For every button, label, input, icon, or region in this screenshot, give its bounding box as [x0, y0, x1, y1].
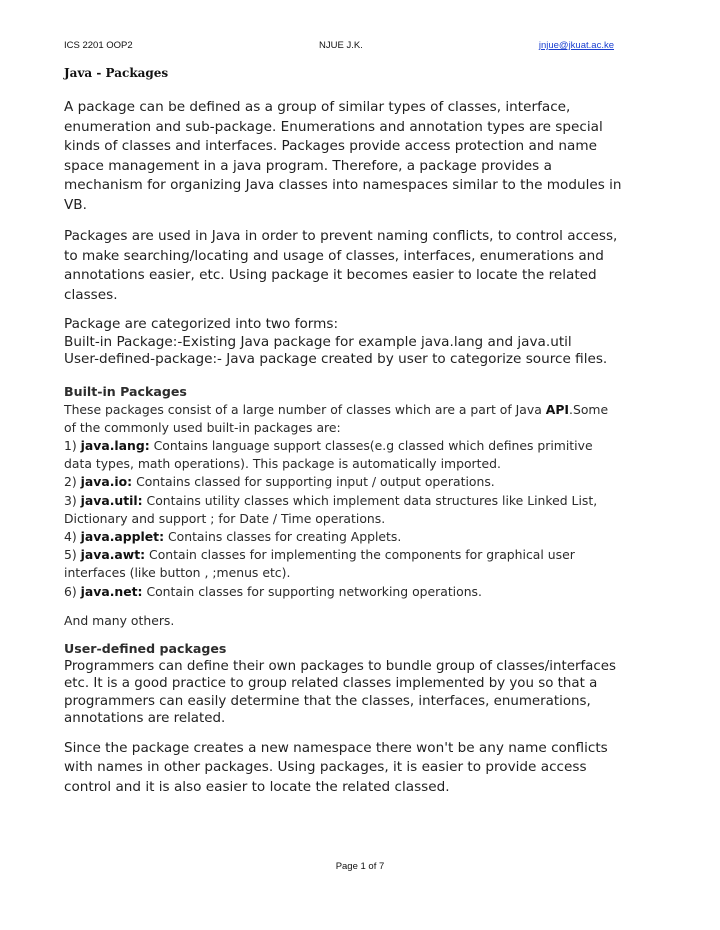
userdefined-line: etc. It is a good practice to group related classes implemented by you so that a — [64, 676, 598, 692]
document-body — [64, 98, 656, 797]
package-name: java.util: — [80, 492, 143, 508]
package-item-continuation: Dictionary and support ; for Date / Time operations. — [64, 510, 386, 526]
package-name: java.io: — [80, 474, 133, 490]
usage-line: annotations easier, etc. Using package it becomes easier to locate the related — [64, 267, 597, 283]
item-number: 3) — [64, 492, 81, 508]
categories-line: Built-in Package:-Existing Java package for example java.lang and java.util — [64, 333, 572, 350]
builtin-intro-line — [64, 401, 656, 419]
usage-line: Packages are used in Java in order to prevent naming conflicts, to control access, — [64, 228, 618, 244]
usage-paragraph — [64, 227, 656, 305]
package-desc: Contains classes for creating Applets. — [164, 528, 402, 544]
builtin-intro-suffix: .Some — [569, 401, 609, 417]
userdefined-line: programmers can easily determine that the classes, interfaces, enumerations, — [64, 693, 591, 709]
package-name: java.awt: — [80, 547, 146, 563]
builtin-heading: Built-in Packages — [64, 383, 187, 399]
intro-line: A package can be defined as a group of similar types of classes, interface, — [64, 99, 571, 115]
and-many-others: And many others. — [64, 612, 175, 628]
intro-line: mechanism for organizing Java classes into namespaces similar to the modules in — [64, 177, 622, 193]
userdefined-paragraph — [64, 658, 656, 728]
package-item-continuation: data types, math operations). This package is automatically imported. — [64, 456, 501, 472]
package-desc: Contains classed for supporting input / output operations. — [132, 474, 495, 490]
page-header — [64, 40, 614, 54]
package-item-java-net — [64, 583, 656, 601]
header-email-link[interactable]: jnjue@jkuat.ac.ke — [538, 40, 614, 51]
builtin-api-term: API — [545, 401, 570, 417]
categories-paragraph — [64, 316, 656, 369]
package-desc: Contains utility classes which implement data structures like Linked List, — [142, 492, 598, 508]
categories-line: Package are categorized into two forms: — [64, 316, 339, 332]
package-desc: Contain classes for implementing the components for graphical user — [145, 547, 575, 563]
intro-line: VB. — [64, 196, 87, 213]
package-name: java.applet: — [80, 528, 165, 544]
item-number: 5) — [64, 547, 81, 563]
package-desc: Contains language support classes(e.g classed which defines primitive — [149, 437, 593, 453]
builtin-intro-text: These packages consist of a large number of classes which are a part of Java — [64, 401, 546, 417]
intro-line: enumeration and sub-package. Enumerations and annotation types are special — [64, 118, 603, 135]
namespace-line: with names in other packages. Using packages, it is easier to provide access — [64, 759, 587, 776]
userdefined-line: annotations are related. — [64, 711, 226, 727]
header-author: NJUE J.K. — [319, 40, 363, 51]
package-item-java-util — [64, 492, 656, 510]
package-item-java-awt — [64, 546, 656, 564]
package-item-java-lang — [64, 437, 656, 455]
package-item-java-applet — [64, 528, 656, 546]
package-item-java-io — [64, 473, 656, 491]
intro-paragraph — [64, 98, 656, 215]
usage-line: to make searching/locating and usage of classes, interfaces, enumerations and — [64, 247, 604, 264]
header-course: ICS 2201 OOP2 — [64, 40, 133, 51]
item-number: 1) — [64, 437, 81, 453]
usage-line: classes. — [64, 286, 118, 303]
package-name: java.lang: — [80, 437, 150, 453]
package-name: java.net: — [80, 583, 143, 599]
page-footer: Page 1 of 7 — [335, 861, 385, 872]
builtin-section — [64, 401, 656, 601]
categories-line: User-defined-package:- Java package created by user to categorize source files. — [64, 351, 608, 367]
userdefined-heading: User-defined packages — [64, 640, 227, 656]
namespace-line: control and it is also easier to locate the related classed. — [64, 778, 450, 795]
userdefined-line: Programmers can define their own packages to bundle group of classes/interfaces — [64, 658, 616, 674]
intro-line: kinds of classes and interfaces. Packages provide access protection and name — [64, 138, 597, 154]
namespace-line: Since the package creates a new namespace there won't be any name conflicts — [64, 739, 608, 756]
intro-line: space management in a java program. Therefore, a package provides a — [64, 157, 552, 174]
item-number: 4) — [64, 528, 81, 544]
item-number: 6) — [64, 583, 81, 599]
namespace-paragraph — [64, 739, 656, 798]
package-desc: Contain classes for supporting networking operations. — [142, 583, 482, 599]
page-title: Java - Packages — [64, 66, 169, 80]
item-number: 2) — [64, 474, 81, 490]
builtin-intro-line: of the commonly used built-in packages are: — [64, 419, 341, 435]
package-item-continuation: interfaces (like button , ;menus etc). — [64, 565, 291, 581]
